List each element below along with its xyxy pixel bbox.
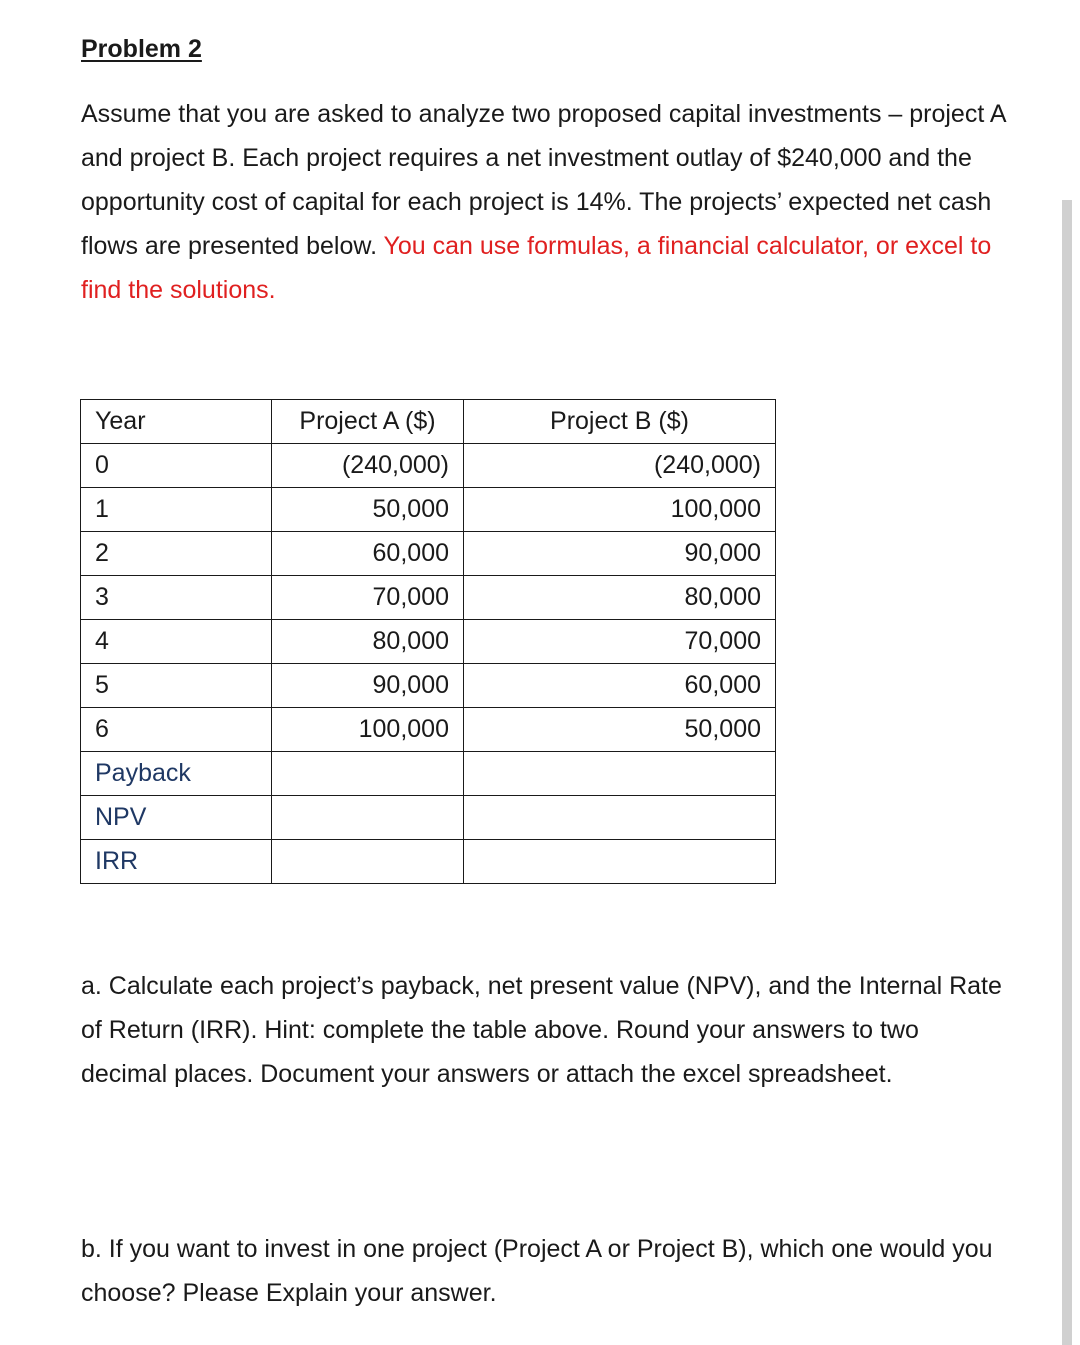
irr-a-cell xyxy=(272,840,464,884)
year-cell: 6 xyxy=(81,708,272,752)
problem-title: Problem 2 xyxy=(81,35,202,63)
npv-b-cell xyxy=(464,796,776,840)
year-cell: 4 xyxy=(81,620,272,664)
project-a-cell: 100,000 xyxy=(272,708,464,752)
table-row xyxy=(81,664,776,708)
intro-paragraph xyxy=(81,92,1011,312)
project-b-cell: (240,000) xyxy=(464,444,776,488)
project-a-cell: 90,000 xyxy=(272,664,464,708)
metric-label: Payback xyxy=(81,752,272,796)
year-cell: 2 xyxy=(81,532,272,576)
project-b-cell: 60,000 xyxy=(464,664,776,708)
project-a-cell: (240,000) xyxy=(272,444,464,488)
table-row xyxy=(81,532,776,576)
cash-flow-table xyxy=(80,399,776,884)
metric-label: IRR xyxy=(81,840,272,884)
table-row xyxy=(81,444,776,488)
table-header-row xyxy=(81,400,776,444)
year-cell: 1 xyxy=(81,488,272,532)
npv-a-cell xyxy=(272,796,464,840)
table-row xyxy=(81,620,776,664)
intro-text: Assume that you are asked to analyze two proposed capital investments – project A and project B. Each project requires a net investment outlay of $240,000 and the opportunity cost of capital for each project is 14%. The projects’ expected net cash flows are presented below. xyxy=(81,100,1006,260)
project-b-cell: 50,000 xyxy=(464,708,776,752)
intro-highlight: You can use formulas, a financial calculator, or excel to find the solutions. xyxy=(81,232,992,304)
project-a-cell: 80,000 xyxy=(272,620,464,664)
project-a-cell: 60,000 xyxy=(272,532,464,576)
metric-row-payback xyxy=(81,752,776,796)
project-a-cell: 70,000 xyxy=(272,576,464,620)
table-row xyxy=(81,708,776,752)
header-project-a: Project A ($) xyxy=(272,400,464,444)
table-row xyxy=(81,576,776,620)
irr-b-cell xyxy=(464,840,776,884)
payback-a-cell xyxy=(272,752,464,796)
header-project-b: Project B ($) xyxy=(464,400,776,444)
year-cell: 0 xyxy=(81,444,272,488)
payback-b-cell xyxy=(464,752,776,796)
metric-row-npv xyxy=(81,796,776,840)
project-b-cell: 100,000 xyxy=(464,488,776,532)
project-b-cell: 80,000 xyxy=(464,576,776,620)
metric-label: NPV xyxy=(81,796,272,840)
project-b-cell: 90,000 xyxy=(464,532,776,576)
project-a-cell: 50,000 xyxy=(272,488,464,532)
year-cell: 5 xyxy=(81,664,272,708)
metric-row-irr xyxy=(81,840,776,884)
question-a: a. Calculate each project’s payback, net present value (NPV), and the Internal Rate of Return (IRR). Hint: complete the table above. Round your answers to two decimal places. Document your answers or attach the excel spreadsheet. xyxy=(81,972,1002,1088)
year-cell: 3 xyxy=(81,576,272,620)
table-row xyxy=(81,488,776,532)
vertical-scrollbar[interactable] xyxy=(1062,200,1072,1345)
project-b-cell: 70,000 xyxy=(464,620,776,664)
question-b: b. If you want to invest in one project (Project A or Project B), which one would you choose? Please Explain your answer. xyxy=(81,1235,993,1307)
header-year: Year xyxy=(81,400,272,444)
